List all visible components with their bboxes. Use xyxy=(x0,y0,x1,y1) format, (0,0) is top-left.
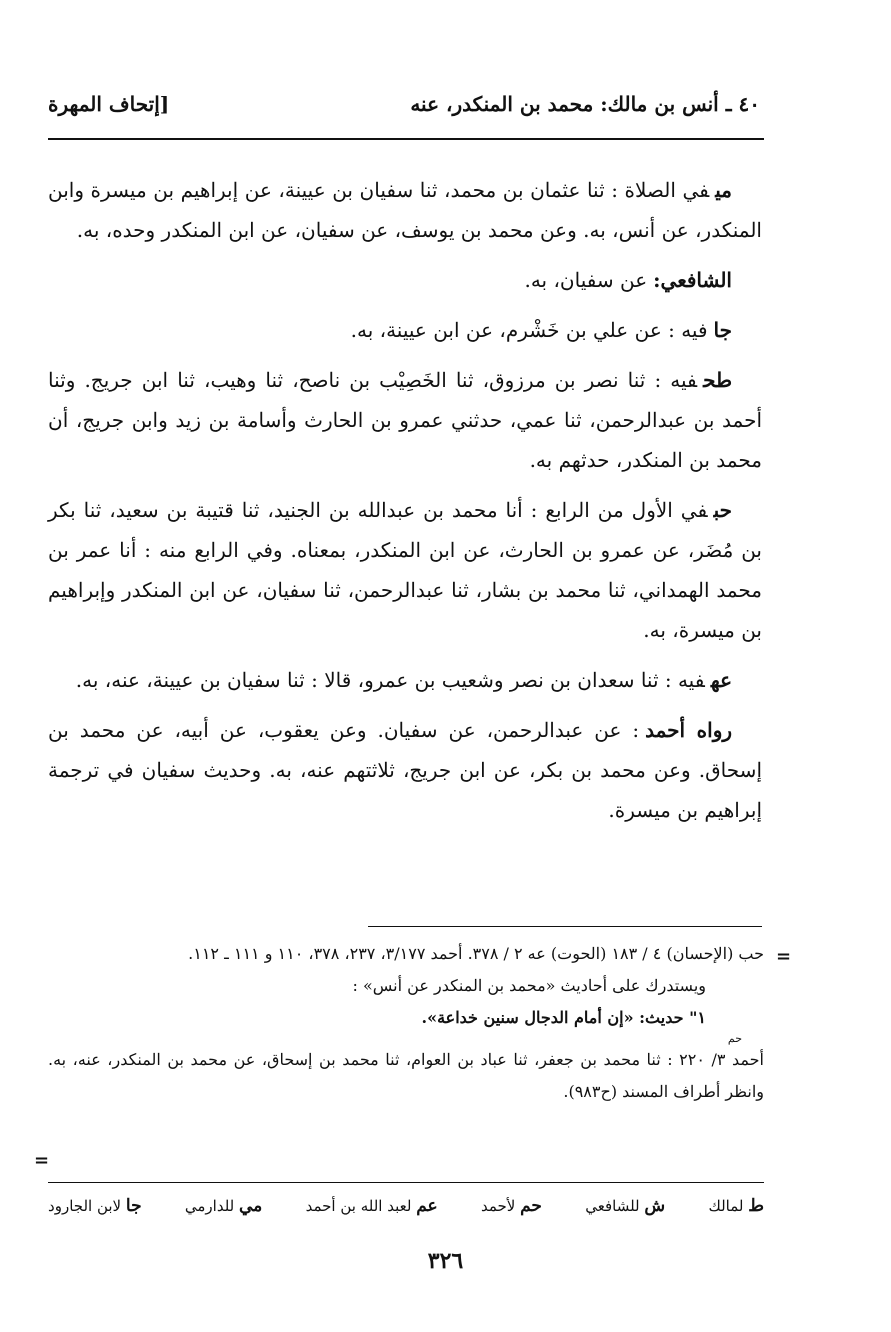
abbreviation-item: مي للدارمي xyxy=(184,1196,263,1216)
continuation-mark-bottom: = xyxy=(34,1150,50,1171)
source-code: جا xyxy=(713,318,732,342)
paragraph-ja xyxy=(48,310,762,350)
paragraph-text: فيه : عن علي بن خَشْرم، عن ابن عيينة، به. xyxy=(350,318,708,342)
source-code: الشافعي: xyxy=(653,268,732,292)
footnote-line: ويستدرك على أحاديث «محمد بن المنكدر عن أنس» : xyxy=(352,976,706,995)
chapter-heading: ٤٠ ـ أنس بن مالك: محمد بن المنكدر، عنه xyxy=(410,92,760,116)
abbreviation-rule xyxy=(48,1182,764,1183)
paragraph-text: فيه : ثنا سعدان بن نصر وشعيب بن عمرو، قالا : ثنا سفيان بن عيينة، عنه، به. xyxy=(75,668,705,692)
source-code: رواه أحمد xyxy=(645,718,733,742)
source-code: طح xyxy=(703,368,732,392)
header-rule xyxy=(48,138,764,140)
paragraph-text: في الأول من الرابع : أنا محمد بن عبدالله بن الجنيد، ثنا قتيبة بن سعيد، ثنا بكر بن مُضَر، عن عمرو بن الحارث، عن ابن المنكدر، بمعناه. وفي الرابع منه : أنا عمر بن محمد الهمداني، ثنا محمد بن بشار، ثنا عبدالرحمن، ثنا سفيان، عن ابن المنكدر وإبراهيم بن ميسرة، به. xyxy=(48,498,762,642)
footnote-superscript: حم xyxy=(727,1032,742,1045)
abbreviation-key xyxy=(48,1196,764,1216)
abbreviation-item: جا لابن الجارود xyxy=(48,1196,142,1216)
continuation-mark-top: = xyxy=(776,946,792,967)
footnotes xyxy=(48,938,764,1108)
abbreviation-item: ط لمالك xyxy=(708,1196,764,1216)
source-code: مي xyxy=(715,178,732,202)
paragraph-text: في الصلاة : ثنا عثمان بن محمد، ثنا سفيان بن عيينة، عن إبراهيم بن ميسرة وابن المنكدر، عن أنس، به. وعن محمد بن يوسف، عن سفيان، عن ابن المنكدر وحده، به. xyxy=(48,178,762,242)
source-code: حب xyxy=(713,498,732,522)
abbreviation-item: حم لأحمد xyxy=(480,1196,542,1216)
book-title: [إتحاف المهرة xyxy=(48,92,170,116)
page-number: ٣٢٦ xyxy=(427,1248,464,1274)
paragraph-mi xyxy=(48,170,762,250)
paragraph-ah xyxy=(48,660,762,700)
footnote-rule xyxy=(368,926,762,927)
paragraph-text: فيه : ثنا نصر بن مرزوق، ثنا الخَصِيْب بن ناصح، ثنا وهيب، ثنا ابن جريج. وثنا أحمد بن عبدالرحمن، ثنا عمي، حدثني عمرو بن الحارث وأسامة بن زيد وابن جريج، أن محمد بن المنكدر، حدثهم به. xyxy=(48,368,762,472)
main-text xyxy=(48,170,762,840)
footnote-line: حب (الإحسان) ٤ / ١٨٣ (الحوت) عه ٢ / ٣٧٨. أحمد ٣/١٧٧، ٢٣٧، ٣٧٨، ١١٠ و ١١١ ـ ١١٢. xyxy=(188,944,764,963)
abbreviation-item: عم لعبد الله بن أحمد xyxy=(305,1196,438,1216)
page-header xyxy=(48,92,760,128)
paragraph-tah xyxy=(48,360,762,480)
paragraph-ahmad xyxy=(48,710,762,830)
paragraph-hib xyxy=(48,490,762,650)
abbreviation-item: ش للشافعي xyxy=(585,1196,666,1216)
source-code: عه xyxy=(710,668,732,692)
paragraph-text: عن سفيان، به. xyxy=(524,268,648,292)
footnote-hadith: ١" حديث: «إن أمام الدجال سنين خداعة». xyxy=(421,1008,706,1027)
paragraph-shafii xyxy=(48,260,762,300)
paragraph-text: : عن عبدالرحمن، عن سفيان. وعن يعقوب، عن أبيه، عن محمد بن إسحاق. وعن محمد بن بكر، عن ابن جريج، ثلاثتهم عنه، به. وحديث سفيان في ترجمة إبراهيم بن ميسرة. xyxy=(48,718,762,822)
footnote-line: أحمد ٣/ ٢٢٠ : ثنا محمد بن جعفر، ثنا عباد بن العوام، ثنا محمد بن إسحاق، عن محمد بن المنكدر، عنه، به. وانظر أطراف المسند (ح٩٨٣). xyxy=(48,1050,765,1101)
